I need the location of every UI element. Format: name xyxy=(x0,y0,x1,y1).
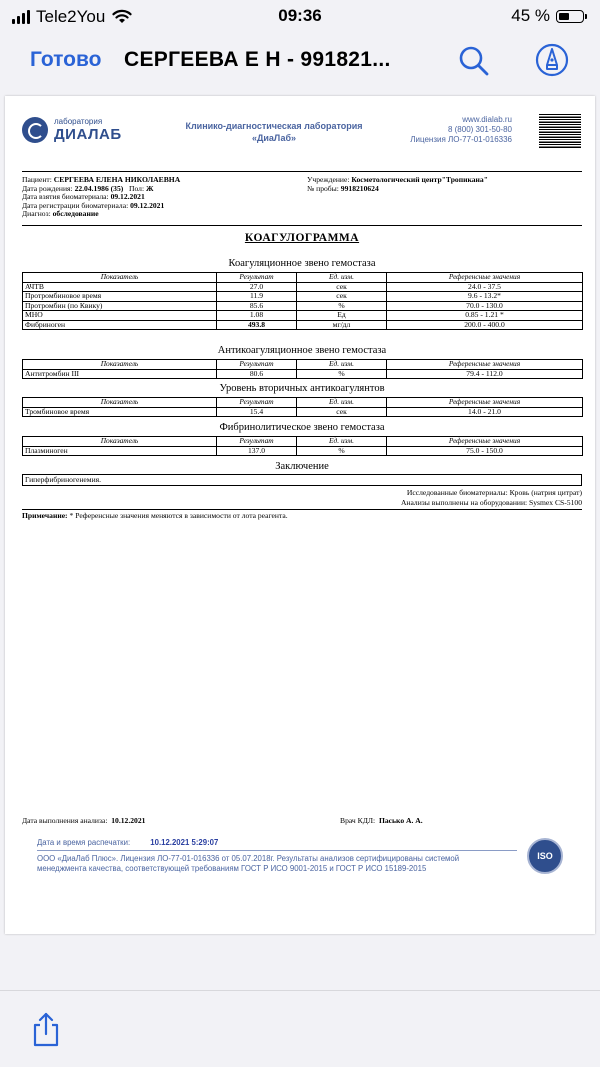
diagnosis-value: обследование xyxy=(52,209,99,219)
carrier-name: Tele2You xyxy=(36,7,106,26)
header-divider xyxy=(22,171,582,172)
row-result: 15.4 xyxy=(217,407,297,417)
header-unit: Ед. изм. xyxy=(297,360,387,370)
header-result: Результат xyxy=(217,273,297,283)
row-reference: 70.0 - 130.0 xyxy=(387,301,583,311)
logo-caption: лаборатория xyxy=(54,117,103,126)
row-parameter: Протромбиновое время xyxy=(23,292,217,302)
analysis-date-label: Дата выполнения анализа: xyxy=(22,816,108,825)
lab-website: www.dialab.ru xyxy=(462,115,512,124)
reg-date-label: Дата регистрации биоматериала: xyxy=(22,200,129,210)
table-header-row xyxy=(23,360,583,370)
print-datetime-value: 10.12.2021 5:29:07 xyxy=(150,838,219,847)
row-result: 27.0 xyxy=(217,282,297,292)
header-parameter: Показатель xyxy=(23,273,217,283)
report-title: КОАГУЛОГРАММА xyxy=(244,232,360,244)
logo-mark-icon xyxy=(22,117,48,143)
conclusion-divider xyxy=(22,509,582,510)
table-row xyxy=(23,369,583,379)
print-datetime xyxy=(37,838,218,847)
header-parameter: Показатель xyxy=(23,360,217,370)
sex-label: Пол: xyxy=(129,183,145,193)
analysis-date xyxy=(22,816,145,825)
sample-number-value: 9918210624 xyxy=(340,183,379,193)
clock: 09:36 xyxy=(278,6,322,25)
row-parameter: Антитромбин III xyxy=(23,369,217,379)
iso-badge-icon: ISO xyxy=(527,838,563,874)
sample-date-value: 09.12.2021 xyxy=(110,192,145,202)
lab-name-line1: Клинико-диагностическая лаборатория xyxy=(185,121,363,131)
status-right xyxy=(511,6,584,26)
table-row xyxy=(23,301,583,311)
analysis-date-value: 10.12.2021 xyxy=(111,816,146,825)
note-label: Примечание: xyxy=(22,511,68,520)
barcode xyxy=(539,114,581,148)
doctor-label: Врач КДЛ: xyxy=(340,816,376,825)
header-parameter: Показатель xyxy=(23,398,217,408)
section-title: Фибринолитическое звено гемостаза xyxy=(219,422,385,433)
table-header-row xyxy=(23,398,583,408)
section-title: Антикоагуляционное звено гемостаза xyxy=(217,345,387,356)
legal-line: ООО «ДиаЛаб Плюс». Лицензия ЛО-77-01-016336 от 05.07.2018г. Результаты анализов сертифицированы системой xyxy=(37,854,460,863)
header-unit: Ед. изм. xyxy=(297,437,387,447)
row-unit: сек xyxy=(297,292,387,302)
row-parameter: Плазминоген xyxy=(23,446,217,456)
status-bar xyxy=(0,0,600,32)
row-result: 1.08 xyxy=(217,311,297,321)
row-result: 11.9 xyxy=(217,292,297,302)
patient-info-left xyxy=(22,176,302,219)
row-parameter: Тромбиновое время xyxy=(23,407,217,417)
header-parameter: Показатель xyxy=(23,437,217,447)
dialab-logo xyxy=(22,115,142,149)
row-unit: сек xyxy=(297,407,387,417)
legal-line: менеджмента качества, соответствующей требованиям ГОСТ Р ИСО 9001-2015 и ГОСТ Р ИСО 15189-2015 xyxy=(37,864,427,873)
dob-label: Дата рождения: xyxy=(22,183,73,193)
row-result: 85.6 xyxy=(217,301,297,311)
row-reference: 75.0 - 150.0 xyxy=(387,446,583,456)
table-row xyxy=(23,292,583,302)
lab-contacts xyxy=(392,115,512,145)
row-unit: % xyxy=(297,301,387,311)
table-row xyxy=(23,407,583,417)
header-unit: Ед. изм. xyxy=(297,273,387,283)
row-unit: мг/дл xyxy=(297,320,387,330)
document-title: СЕРГЕЕВА Е Н - 991821... xyxy=(124,48,391,71)
row-reference: 79.4 - 112.0 xyxy=(387,369,583,379)
search-icon[interactable] xyxy=(457,44,491,78)
battery-icon xyxy=(556,10,584,23)
table-header-row xyxy=(23,273,583,283)
row-reference: 14.0 - 21.0 xyxy=(387,407,583,417)
done-button[interactable]: Готово xyxy=(30,48,102,71)
equipment-line: Анализы выполнены на оборудовании: Sysmex CS-5100 xyxy=(400,498,582,507)
header-unit: Ед. изм. xyxy=(297,398,387,408)
patient-label: Пациент: xyxy=(22,175,52,184)
row-parameter: Протромбин (по Квику) xyxy=(23,301,217,311)
patient-divider xyxy=(22,225,582,226)
row-parameter: МНО xyxy=(23,311,217,321)
row-unit: % xyxy=(297,446,387,456)
conclusion-title: Заключение xyxy=(275,461,329,472)
footer-divider xyxy=(37,850,517,851)
row-result: 137.0 xyxy=(217,446,297,456)
results-table xyxy=(22,359,583,379)
legal-text xyxy=(37,854,477,874)
lab-license: Лицензия ЛО-77-01-016336 xyxy=(410,135,512,144)
patient-name: СЕРГЕЕВА ЕЛЕНА НИКОЛАЕВНА xyxy=(53,175,181,184)
row-unit: Ед xyxy=(297,311,387,321)
diagnosis-label: Диагноз: xyxy=(22,209,51,219)
results-table xyxy=(22,272,583,330)
logo-wordmark: ДИАЛАБ xyxy=(54,126,122,143)
conclusion-box: Гиперфибриногенемия. xyxy=(22,474,582,486)
bottom-toolbar xyxy=(0,990,600,1067)
biomaterial-line: Исследованные биоматериалы: Кровь (натрия цитрат) xyxy=(406,488,582,497)
note xyxy=(22,511,582,520)
doctor xyxy=(340,816,423,825)
row-reference: 200.0 - 400.0 xyxy=(387,320,583,330)
section-title: Уровень вторичных антикоагулянтов xyxy=(219,383,385,394)
sex-value: Ж xyxy=(146,183,154,193)
section-title: Коагуляционное звено гемостаза xyxy=(228,258,376,269)
lab-phone: 8 (800) 301-50-80 xyxy=(447,125,512,134)
battery-percent: 45 % xyxy=(511,6,550,25)
share-icon[interactable] xyxy=(30,1011,62,1047)
institution-label: Учреждение: xyxy=(307,175,350,184)
table-row xyxy=(23,446,583,456)
row-unit: % xyxy=(297,369,387,379)
results-table xyxy=(22,397,583,417)
header-result: Результат xyxy=(217,360,297,370)
navigation-bar xyxy=(0,34,600,90)
lab-name xyxy=(164,120,384,144)
markup-pen-icon[interactable] xyxy=(535,43,569,77)
row-reference: 24.0 - 37.5 xyxy=(387,282,583,292)
row-parameter: АЧТВ xyxy=(23,282,217,292)
header-reference: Референсные значения xyxy=(387,398,583,408)
document-page xyxy=(5,96,595,934)
header-result: Результат xyxy=(217,437,297,447)
table-row xyxy=(23,311,583,321)
header-reference: Референсные значения xyxy=(387,273,583,283)
reg-date-value: 09.12.2021 xyxy=(130,200,165,210)
header-result: Результат xyxy=(217,398,297,408)
table-row xyxy=(23,320,583,330)
header-reference: Референсные значения xyxy=(387,437,583,447)
table-header-row xyxy=(23,437,583,447)
lab-name-line2: «ДиаЛаб» xyxy=(251,133,297,143)
row-result-abnormal: 493.8 xyxy=(217,320,297,330)
header-reference: Референсные значения xyxy=(387,360,583,370)
sample-date-label: Дата взятия биоматериала: xyxy=(22,192,109,202)
institution-value: Косметологический центр"Тропикана" xyxy=(351,175,488,184)
dob-value: 22.04.1986 (35) xyxy=(74,183,124,193)
note-text: * Референсные значения меняются в зависимости от лота реагента. xyxy=(69,511,288,520)
table-row xyxy=(23,282,583,292)
row-parameter: Фибриноген xyxy=(23,320,217,330)
sample-number-label: № пробы: xyxy=(307,183,339,193)
row-reference: 0.85 - 1.21 * xyxy=(387,311,583,321)
patient-info-right xyxy=(307,176,582,193)
row-result: 80.6 xyxy=(217,369,297,379)
print-datetime-label: Дата и время распечатки: xyxy=(37,838,131,847)
row-unit: сек xyxy=(297,282,387,292)
row-reference: 9.6 - 13.2* xyxy=(387,292,583,302)
results-table xyxy=(22,436,583,456)
doctor-name: Пасько А. А. xyxy=(378,816,423,825)
